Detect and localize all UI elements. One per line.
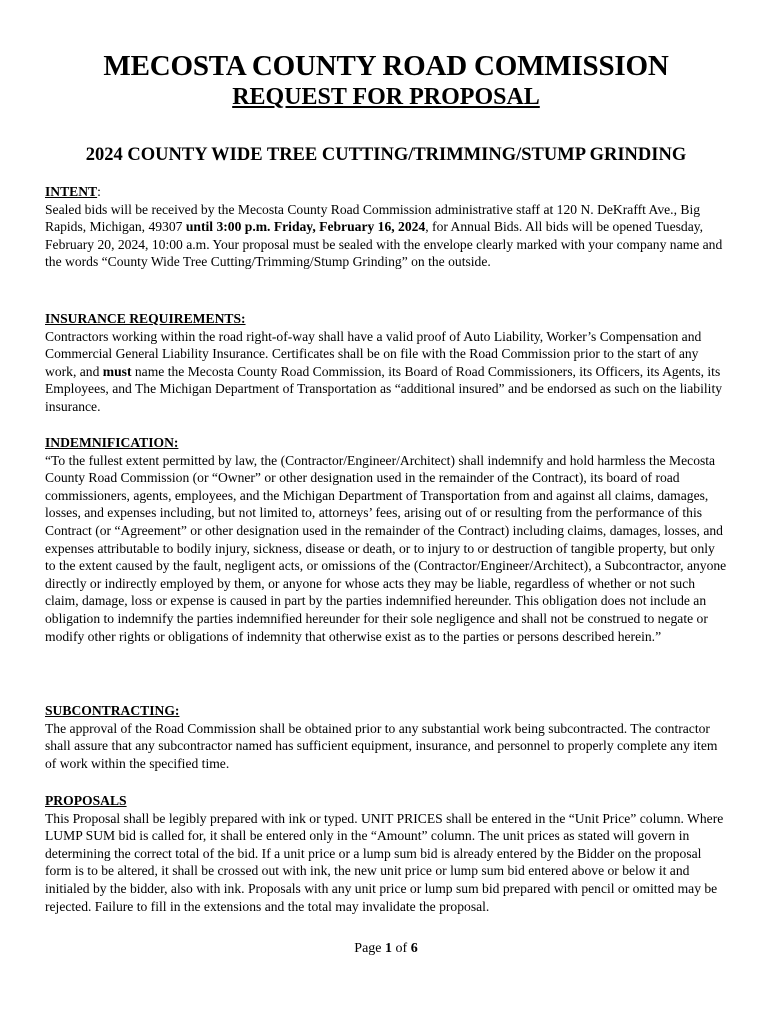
proposals-text: This Proposal shall be legibly prepared with ink or typed. UNIT PRICES shall be entered in the “Unit Price” column. Where LUMP SUM bid is called for, it shall be entered only in the “Amount” column. The unit prices as stated will govern in determining the correct total of the bid. If a unit price or a lump sum bid is already entered by the Bidder on the proposal form is to be altered, it shall be crossed out with ink, the new unit price or lump sum bid entered above or below it and initialed by the bidder, also with ink. Proposals with any unit price or lump sum bid prepared with pencil or omitted may be rejected. Failure to fill in the extensions and the total may invalidate the proposal. — [45, 810, 724, 914]
intent-text-cont: , for Annual Bids. All bids will be opened Tuesday, February 20, 2024, 10:00 a.m. Your proposal must be sealed with the envelope clearly marked with your company name and the words “County Wide Tree Cutting/Trimming/Stump Grinding” on the outside. — [45, 219, 723, 270]
page-footer — [45, 941, 727, 957]
of-word: of — [392, 941, 411, 956]
section-heading-subcontracting: SUBCONTRACTING: — [45, 703, 180, 718]
subcontracting-text: The approval of the Road Commission shall be obtained prior to any substantial work being subcontracted. The contractor shall assure that any subcontractor named has sufficient equipment, insurance, and personnel to properly complete any item of work within the specified time. — [45, 720, 718, 771]
section-heading-proposals: PROPOSALS — [45, 793, 127, 808]
insurance-text: Contractors working within the road right-of-way shall have a valid proof of Auto Liability, Worker’s Compensation and Commercial General Liability Insurance. Certificates shall be on file with the Road Commission prior to the start of any work, and — [45, 328, 702, 379]
section-body-subcontracting — [45, 720, 727, 773]
document-subtitle: REQUEST FOR PROPOSAL — [232, 84, 540, 110]
section-insurance — [45, 310, 727, 416]
section-body-proposals — [45, 810, 727, 916]
intent-text: Sealed bids will be received by the Mecosta County Road Commission administrative staff at 120 N. DeKrafft Ave., Big Rapids, Michigan, 49307 — [45, 201, 701, 235]
project-title: 2024 COUNTY WIDE TREE CUTTING/TRIMMING/STUMP GRINDING — [85, 145, 687, 165]
section-indemnification — [45, 434, 727, 645]
page-total: 6 — [410, 941, 418, 956]
section-heading-insurance: INSURANCE REQUIREMENTS: — [45, 311, 246, 326]
section-body-intent — [45, 201, 727, 271]
section-subcontracting — [45, 702, 727, 772]
heading-colon: : — [97, 184, 101, 199]
section-proposals — [45, 792, 727, 915]
insurance-text-cont: name the Mecosta County Road Commission, its Board of Road Commissioners, its Officers, its Agents, its Employees, and The Michigan Department of Transportation as “additional insured” and be endorsed as such on the liability insurance. — [45, 363, 723, 414]
section-body-insurance — [45, 328, 727, 416]
section-heading-intent: INTENT — [45, 184, 98, 199]
must-emphasis: must — [102, 363, 132, 379]
indemnification-text: “To the fullest extent permitted by law, the (Contractor/Engineer/Architect) shall indemnify and hold harmless the Mecosta County Road Commission (or “Owner” or other designation used in the remainder of the Contract), its board of road commissioners, agents, employees, and the Michigan Department of Transportation from and against all claims, damages, losses, and expenses including, but not limited to, attorneys’ fees, arising out of or resulting from the performance of this Contract (or “Agreement” or other designation used in the remainder of the Contract) including claims, damages, losses, and expenses attributable to bodily injury, sickness, disease or death, or to injury to or destruction of tangible property, but only to the extent caused by the fault, negligent acts, or omissions of the (Contractor/Engineer/Architect), a Subcontractor, anyone directly or indirectly employed by them, or anyone for whose acts they may be liable, regardless of whether or not such claim, damage, loss or expense is caused in part by the parties indemnified hereunder. This obligation does not include an obligation to indemnify the parties indemnified hereunder for their sole negligence and shall not be construed to negate or modify other rights or obligations of indemnity that otherwise exist as to the parties or persons described herein.” — [45, 452, 727, 644]
section-intent — [45, 183, 727, 271]
document-title: MECOSTA COUNTY ROAD COMMISSION — [103, 50, 669, 82]
section-heading-indemnification: INDEMNIFICATION: — [45, 435, 179, 450]
section-body-indemnification — [45, 452, 727, 646]
page-word: Page — [354, 941, 386, 956]
bid-deadline: until 3:00 p.m. Friday, February 16, 2024 — [185, 219, 426, 235]
page-number: 1 — [385, 941, 393, 956]
